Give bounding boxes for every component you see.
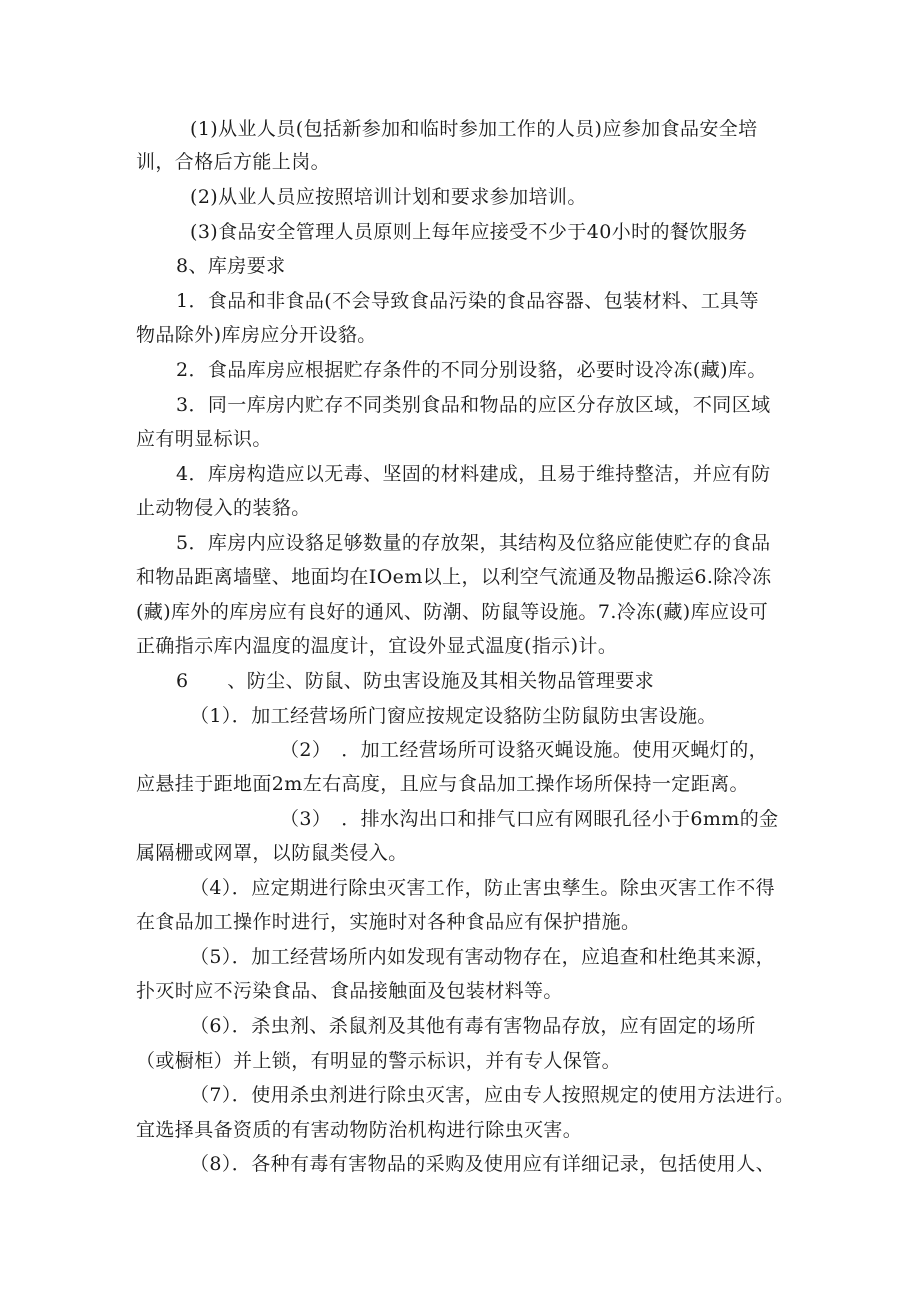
paragraph-line: 5．库房内应设貉足够数量的存放架，其结构及位貉应能使贮存的食品 bbox=[176, 532, 771, 554]
paragraph-line: 和物品距离墙壁、地面均在IOem以上，以利空气流通及物品搬运6.除冷冻 bbox=[136, 566, 772, 588]
section-heading: 8、库房要求 bbox=[176, 255, 286, 277]
paragraph-line: (藏)库外的库房应有良好的通风、防潮、防鼠等设施。7.冷冻(藏)库应设可 bbox=[136, 601, 769, 623]
paragraph-line: 属隔栅或网罩，以防鼠类侵入。 bbox=[136, 842, 408, 864]
paragraph-line: （2） ．加工经营场所可设貉灭蝇设施。使用灭蝇灯的， bbox=[280, 739, 768, 761]
paragraph-line: 应悬挂于距地面2m左右高度，且应与食品加工操作场所保持一定距离。 bbox=[136, 773, 749, 795]
paragraph-line: 1．食品和非食品(不会导致食品污染的食品容器、包装材料、工具等 bbox=[176, 290, 759, 312]
paragraph-line: (3)食品安全管理人员原则上每年应接受不少于40小时的餐饮服务 bbox=[190, 221, 748, 243]
paragraph-line: (2)从业人员应按照培训计划和要求参加培训。 bbox=[190, 186, 587, 208]
section-heading: 6 、防尘、防鼠、防虫害设施及其相关物品管理要求 bbox=[176, 670, 655, 692]
paragraph-line: （3） ．排水沟出口和排气口应有网眼孔径小于6mm的金 bbox=[280, 808, 779, 830]
paragraph-line: 正确指示库内温度的温度计，宜设外显式温度(指示)计。 bbox=[136, 635, 618, 657]
paragraph-line: 扑灭时应不污染食品、食品接触面及包装材料等。 bbox=[136, 980, 563, 1002]
paragraph-line: 训，合格后方能上岗。 bbox=[136, 151, 331, 173]
paragraph-line: 应有明显标识。 bbox=[136, 428, 272, 450]
paragraph-line: （4）．应定期进行除虫灭害工作，防止害虫孳生。除虫灭害工作不得 bbox=[190, 877, 775, 899]
paragraph-line: （8）．各种有毒有害物品的采购及使用应有详细记录，包括使用人、 bbox=[190, 1153, 775, 1175]
paragraph-line: 2．食品库房应根据贮存条件的不同分别设貉，必要时设冷冻(藏)库。 bbox=[176, 359, 767, 381]
paragraph-line: 物品除外)库房应分开设貉。 bbox=[136, 324, 377, 346]
paragraph-line: 宜选择具备资质的有害动物防治机构进行除虫灭害。 bbox=[136, 1119, 583, 1141]
paragraph-line: 3．同一库房内贮存不同类别食品和物品的应区分存放区域，不同区域 bbox=[176, 394, 771, 416]
paragraph-line: （7）．使用杀虫剂进行除虫灭害，应由专人按照规定的使用方法进行。 bbox=[190, 1084, 795, 1106]
paragraph-line: （或橱柜）并上锁，有明显的警示标识，并有专人保管。 bbox=[136, 1050, 622, 1072]
paragraph-line: （6）．杀虫剂、杀鼠剂及其他有毒有害物品存放，应有固定的场所 bbox=[190, 1015, 756, 1037]
paragraph-line: 止动物侵入的装貉。 bbox=[136, 497, 311, 519]
paragraph-line: 在食品加工操作时进行，实施时对各种食品应有保护措施。 bbox=[136, 911, 641, 933]
paragraph-line: （5）．加工经营场所内如发现有害动物存在，应追查和杜绝其来源， bbox=[190, 946, 775, 968]
paragraph-line: 4．库房构造应以无毒、坚固的材料建成，且易于维持整洁，并应有防 bbox=[176, 463, 771, 485]
paragraph-line: （1）．加工经营场所门窗应按规定设貉防尘防鼠防虫害设施。 bbox=[190, 705, 717, 727]
paragraph-line: (1)从业人员(包括新参加和临时参加工作的人员)应参加食品安全培 bbox=[190, 118, 758, 140]
